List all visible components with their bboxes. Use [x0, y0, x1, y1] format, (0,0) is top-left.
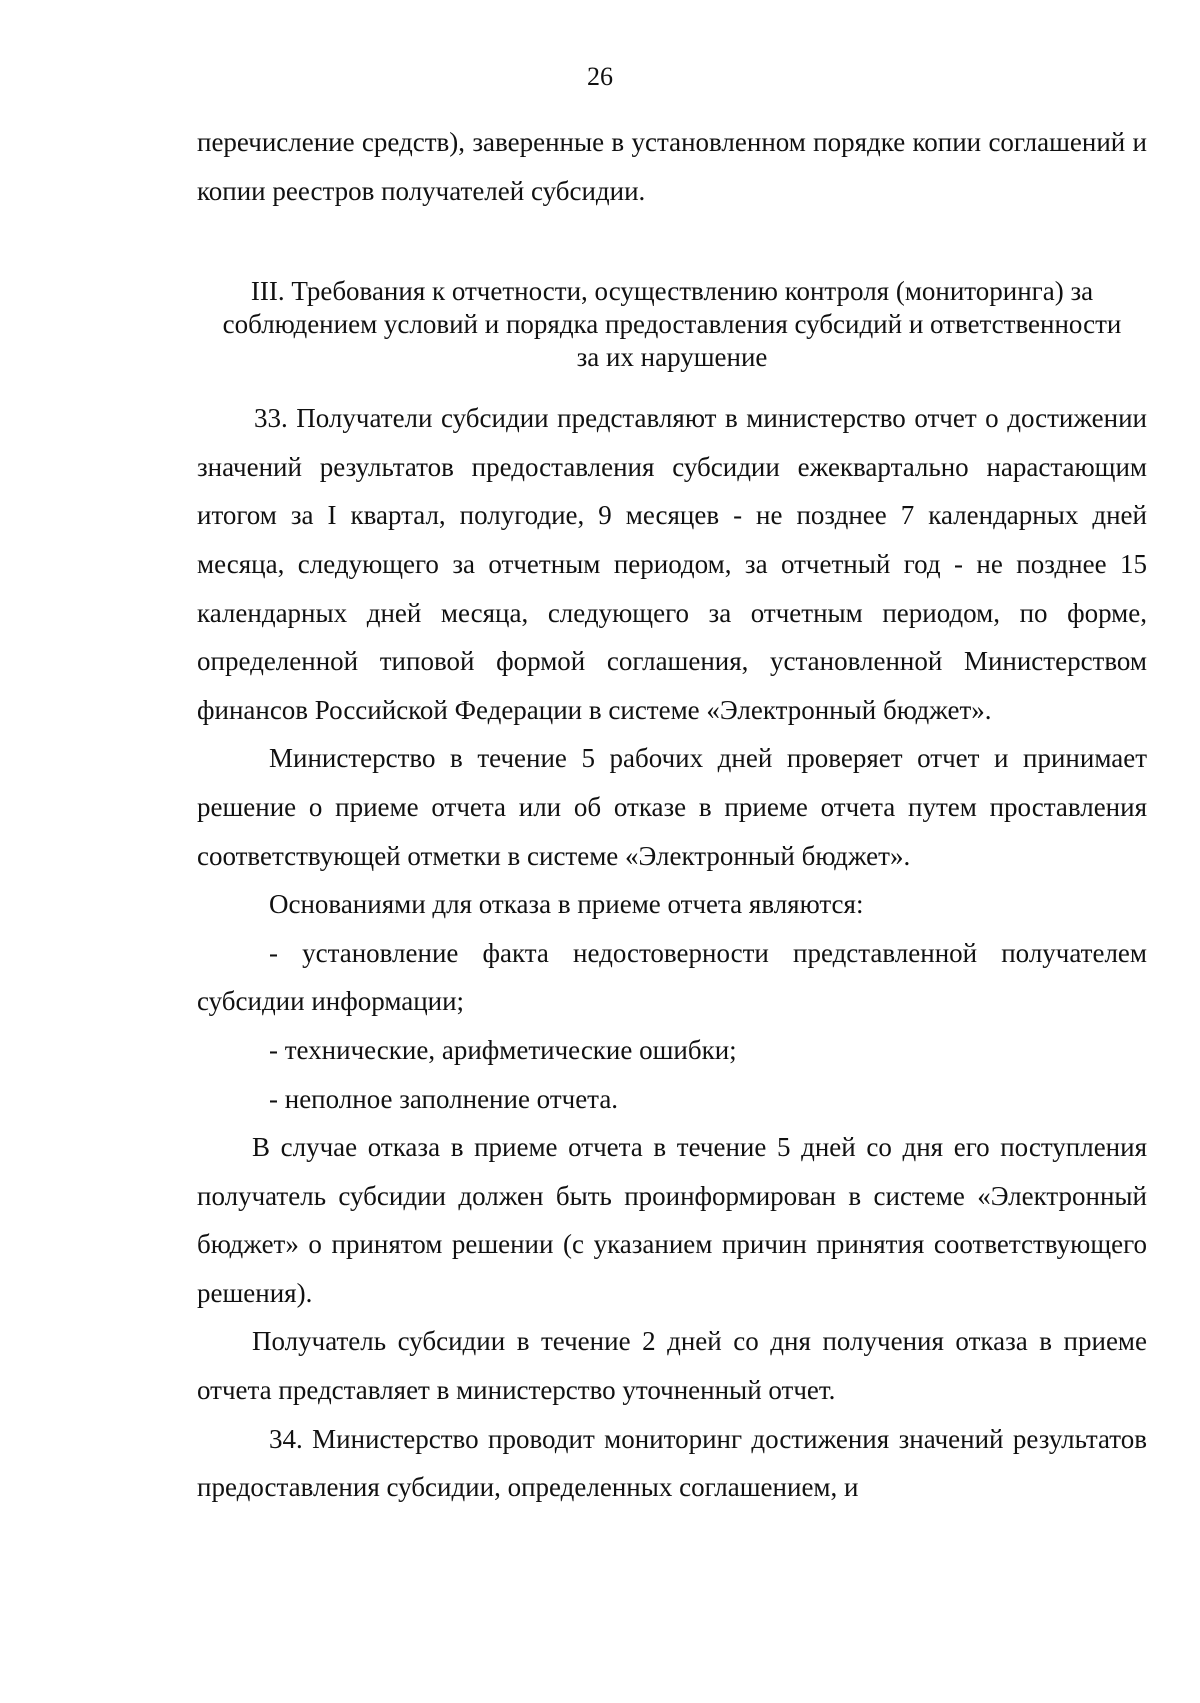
paragraph-ministry-check: Министерство в течение 5 рабочих дней проверяет отчет и принимает решение о приеме отчета или об отказе в приеме отчета путем проставления соответствующей отметки в системе «Электронный бюджет».: [197, 743, 1147, 871]
spacer: [197, 215, 1147, 275]
section-heading-line-1: III. Требования к отчетности, осуществлению контроля (мониторинга) за: [250, 276, 1094, 307]
spacer: [197, 374, 1147, 394]
list-item-ground-3: - неполное заполнение отчета.: [269, 1083, 619, 1114]
section-heading-line-3: за их нарушение: [576, 342, 768, 373]
lead-paragraph: перечисление средств), заверенные в установленном порядке копии соглашений и копии реестров получателей субсидии.: [197, 127, 1147, 206]
paragraph-grounds-intro: Основаниями для отказа в приеме отчета являются:: [269, 889, 864, 920]
document-body: [197, 118, 1147, 1512]
paragraph-34: 34. Министерство проводит мониторинг достижения значений результатов предоставления субсидии, определенных соглашением, и: [197, 1423, 1147, 1503]
paragraph-33: 33. Получатели субсидии представляют в министерство отчет о достижении значений результатов предоставления субсидии ежеквартально нарастающим итогом за I квартал, полугодие, 9 месяцев - не позднее 7 календарных дней месяца, следующего за отчетным периодом, за отчетный год - не позднее 15 календарных дней месяца, следующего за отчетным периодом, по форме, определенной типовой формой соглашения, установленной Министерством финансов Российской Федерации в системе «Электронный бюджет».: [197, 403, 1147, 725]
list-item-ground-1: - установление факта недостоверности представленной получателем субсидии информации;: [197, 937, 1147, 1017]
page-number: 26: [587, 62, 613, 91]
section-heading-line-2: соблюдением условий и порядка предоставления субсидий и ответственности: [222, 309, 1122, 340]
paragraph-refusal-case: В случае отказа в приеме отчета в течение 5 дней со дня его поступления получатель субсидии должен быть проинформирован в системе «Электронный бюджет» о принятом решении (с указанием причин принятия соответствующего решения).: [197, 1132, 1147, 1308]
paragraph-refined-report: Получатель субсидии в течение 2 дней со дня получения отказа в приеме отчета представляет в министерство уточненный отчет.: [197, 1326, 1147, 1406]
section-heading: [197, 275, 1147, 374]
list-item-ground-2: - технические, арифметические ошибки;: [269, 1034, 737, 1065]
